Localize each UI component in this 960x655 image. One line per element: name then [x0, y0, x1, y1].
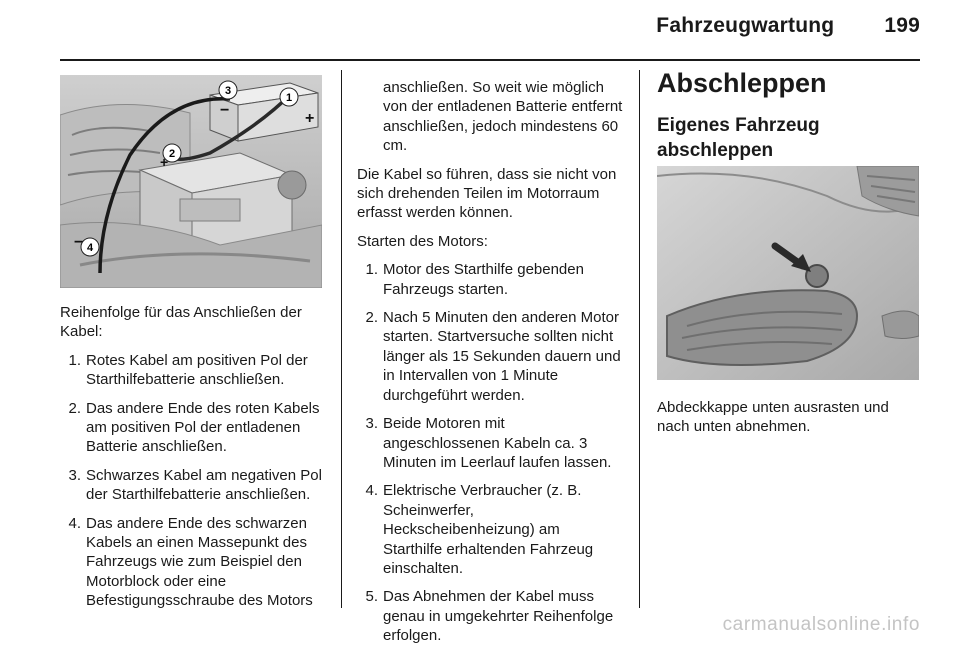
column-2 [357, 78, 623, 655]
minus-icon: − [220, 102, 230, 119]
list-item: 2. Das andere Ende des roten Kabels am positiven Pol der entladenen Batterie anschließen. [68, 399, 320, 456]
watermark: carmanualsonline.info [722, 614, 920, 635]
svg-text:3: 3 [224, 85, 232, 97]
connection-steps [60, 351, 324, 611]
connection-intro: Reihenfolge für das Anschließen der Kabel: [60, 304, 302, 341]
page-header [656, 14, 920, 38]
svg-text:2: 2 [168, 148, 176, 160]
section-title: Abschleppen [657, 68, 827, 98]
svg-text:4: 4 [86, 242, 94, 254]
start-steps [357, 260, 623, 645]
list-item: 4. Das andere Ende des schwarzen Kabels an einen Massepunkt des Fahrzeugs wie zum Beispiel den Motorblock oder eine Befestigungsschraube des Motors [68, 514, 313, 610]
list-item: 1. Rotes Kabel am positiven Pol der Starthilfebatterie anschließen. [68, 351, 308, 389]
tow-cover-caption: Abdeckkappe unten ausrasten und nach unten abnehmen. [657, 399, 889, 436]
start-heading: Starten des Motors: [357, 232, 488, 250]
plus-icon: + [160, 154, 169, 170]
list-item: 5. Das Abnehmen der Kabel muss genau in umgekehrter Reihenfolge erfolgen. [365, 588, 614, 645]
page-title: Fahrzeugwartung [656, 14, 835, 37]
column-3-caption-wrap [657, 398, 919, 446]
list-item: 2. Nach 5 Minuten den anderen Motor starten. Startversuche sollten nicht länger als 15 Sekunden dauern und in Intervallen von 1 Minute durchgeführt werden. [365, 309, 621, 404]
callout-3 [219, 81, 237, 99]
list-item: 1. Motor des Starthilfe gebenden Fahrzeugs starten. [365, 261, 584, 298]
plus-icon: + [305, 110, 315, 127]
step-continuation: anschließen. So weit wie möglich von der entladenen Batterie entfernt anschließen, jedoch mindestens 60 cm. [383, 79, 623, 155]
callout-4 [81, 238, 99, 256]
cable-routing-paragraph: Die Kabel so führen, dass sie nicht von sich drehenden Teilen im Motorraum erfasst werden können. [357, 165, 617, 222]
column-1 [60, 303, 324, 620]
page-number: 199 [884, 14, 920, 37]
svg-text:1: 1 [285, 92, 293, 104]
header-rule [60, 59, 920, 61]
bumper-tow-cover-illustration [657, 166, 919, 380]
list-item: 4. Elektrische Verbraucher (z. B. Scheinwerfer, Heckscheibenheizung) am Starthilfe erhaltenden Fahrzeug einschalten. [365, 482, 594, 577]
list-item: 3. Beide Motoren mit angeschlossenen Kabeln ca. 3 Minuten im Leerlauf laufen lassen. [365, 415, 612, 471]
callout-1 [280, 88, 298, 106]
minus-icon: − [74, 234, 84, 251]
subsection-title: Eigenes Fahrzeug abschleppen [657, 115, 820, 161]
column-divider-1 [341, 70, 342, 608]
column-divider-2 [639, 70, 640, 608]
list-item: 3. Schwarzes Kabel am negativen Pol der Starthilfebatterie anschließen. [68, 466, 322, 504]
jump-start-illustration [60, 75, 322, 288]
